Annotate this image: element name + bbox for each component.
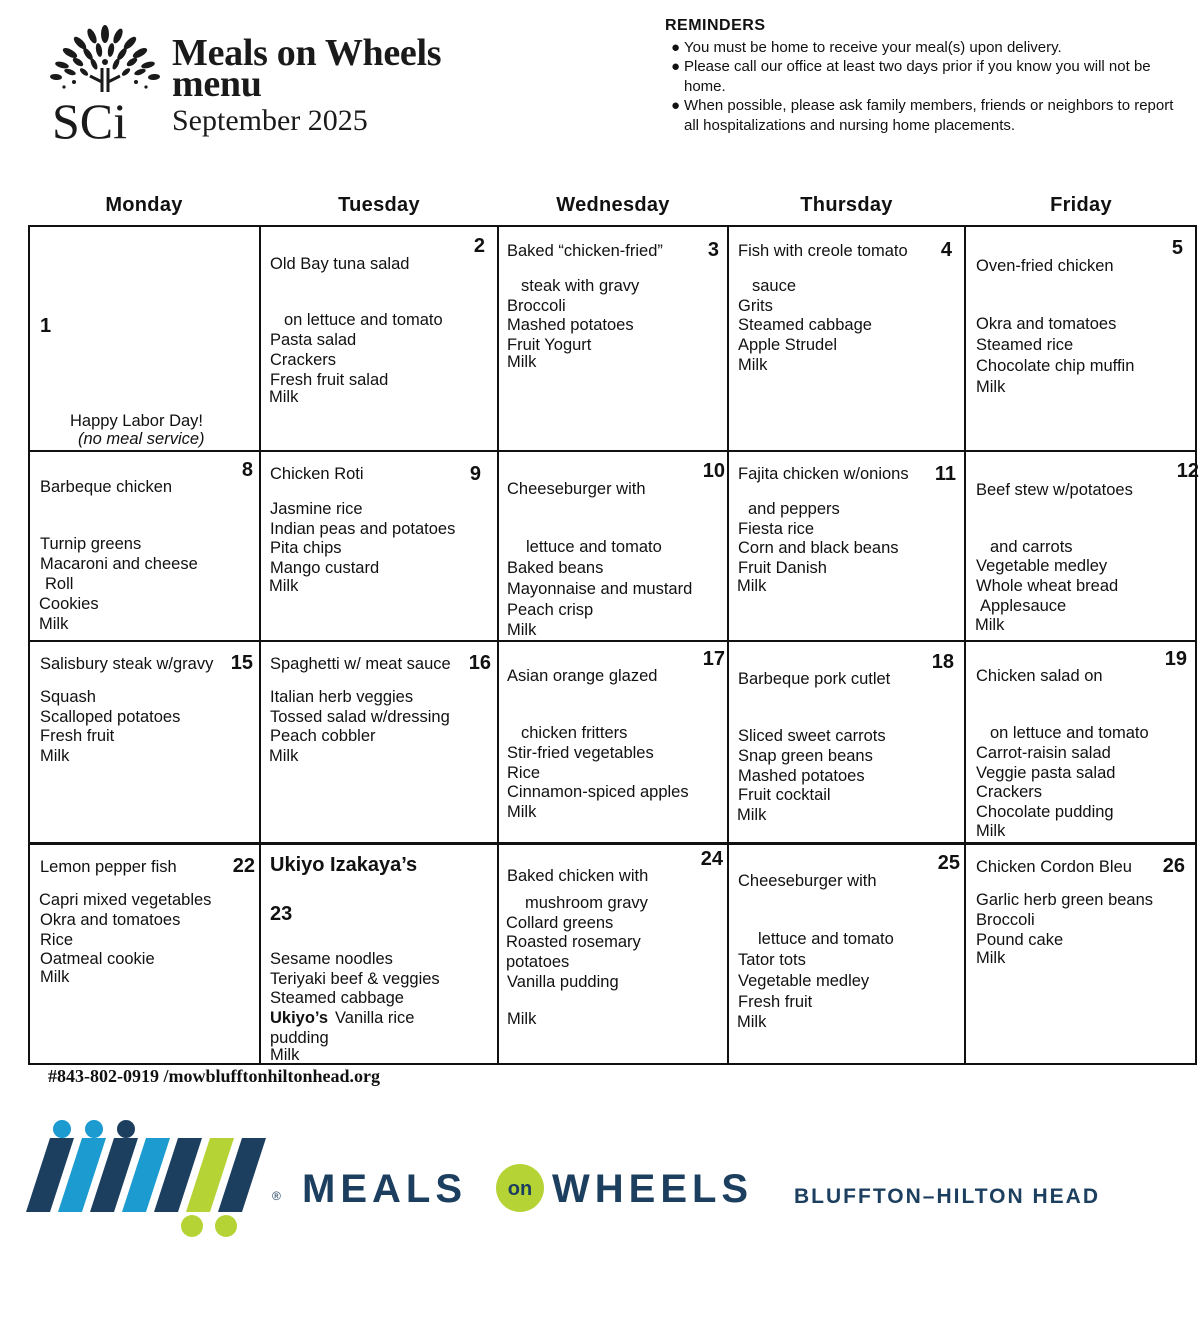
menu-item: Milk (976, 822, 1006, 840)
day-number: 1 (40, 315, 52, 337)
menu-item: Milk (269, 388, 299, 406)
day-cell-18 (729, 642, 964, 842)
menu-item: Sesame noodles (270, 950, 393, 968)
menu-item: and peppers (748, 500, 840, 518)
registered-mark: ® (272, 1189, 281, 1203)
menu-item: Cookies (39, 595, 99, 613)
menu-item: Vegetable medley (976, 557, 1108, 575)
logo-word-on: on (507, 1178, 533, 1200)
menu-item: Milk (40, 747, 70, 765)
day-cell-9 (261, 452, 497, 640)
menu-item: on lettuce and tomato (990, 724, 1149, 742)
brand-title-line2: menu (172, 63, 262, 105)
logo-word-meals: MEALS (302, 1167, 467, 1211)
menu-item: Chocolate chip muffin (976, 357, 1135, 375)
menu-item: Barbeque pork cutlet (738, 670, 891, 688)
weekday-monday: Monday (105, 194, 183, 216)
menu-item: Veggie pasta salad (976, 764, 1116, 782)
menu-item: Pasta salad (270, 331, 357, 349)
menu-item-restaurant: Ukiyo’s (270, 1009, 329, 1027)
menu-item: Cinnamon-spiced apples (507, 783, 689, 801)
menu-item: Mayonnaise and mustard (507, 580, 693, 598)
menu-item: Milk (507, 803, 537, 821)
reminders-list (665, 38, 1185, 136)
bullet-icon: ● (671, 58, 681, 75)
menu-item: Vegetable medley (738, 972, 870, 990)
day-number: 19 (1164, 648, 1187, 670)
menu-item: Broccoli (976, 911, 1035, 929)
menu-item: Whole wheat bread (976, 577, 1119, 595)
logo-word-wheels: WHEELS (552, 1167, 754, 1211)
day-number: 23 (270, 903, 293, 925)
menu-item: Baked beans (507, 559, 604, 577)
menu-item: Grits (738, 297, 773, 315)
sci-logo-text: SCi (52, 93, 128, 142)
menu-item: lettuce and tomato (758, 930, 894, 948)
menu-item: Baked chicken with (507, 867, 649, 885)
day-cell-1 (28, 225, 259, 450)
weekday-wednesday: Wednesday (556, 194, 670, 216)
bullet-icon: ● (671, 38, 681, 56)
contact-info: #843-802-0919 /mowblufftonhiltonhead.org (48, 1066, 381, 1086)
menu-item: Asian orange glazed (507, 667, 658, 685)
menu-item: Tossed salad w/dressing (270, 708, 450, 726)
menu-item: Vanilla rice (335, 1009, 415, 1027)
day-number: 5 (1171, 237, 1183, 259)
day-number: 11 (934, 463, 956, 485)
menu-item: Fiesta rice (738, 520, 815, 538)
menu-item: potatoes (506, 953, 570, 971)
day-cell-12 (966, 452, 1199, 640)
menu-item: sauce (752, 277, 797, 295)
day-cell-22 (28, 845, 259, 1063)
holiday-note-sub: (no meal service) (78, 430, 205, 448)
day-cell-24 (499, 845, 727, 1063)
reminder-item: ● Please call our office at least two days prior if you know you will not be home. (671, 58, 1151, 95)
day-number: 17 (702, 648, 725, 670)
day-cell-23 (261, 845, 497, 1063)
weekday-header-row (28, 194, 1197, 224)
holiday-note: Happy Labor Day! (70, 412, 203, 430)
menu-item: Rice (507, 764, 541, 782)
menu-item: Milk (269, 577, 299, 595)
day-cell-5 (966, 225, 1195, 450)
menu-item: Cheeseburger with (507, 480, 646, 498)
menu-item: Spaghetti w/ meat sauce (270, 655, 451, 673)
menu-item: Milk (738, 356, 768, 374)
menu-item: Oven-fried chicken (976, 257, 1114, 275)
menu-item: Salisbury steak w/gravy (40, 655, 214, 673)
menu-item: steak with gravy (521, 277, 640, 295)
menu-item: Steamed rice (976, 336, 1074, 354)
day-number: 12 (1176, 460, 1199, 482)
menu-item: chicken fritters (521, 724, 628, 742)
menu-item: Macaroni and cheese (40, 555, 198, 573)
menu-item: Milk (507, 353, 537, 371)
menu-item: Fajita chicken w/onions (738, 465, 909, 483)
menu-item: Milk (507, 621, 537, 639)
menu-item: Fruit cocktail (738, 786, 831, 804)
menu-item: Steamed cabbage (738, 316, 872, 334)
menu-item: Okra and tomatoes (976, 315, 1117, 333)
day-number: 9 (469, 463, 481, 485)
menu-item: Mango custard (270, 559, 380, 577)
menu-item: Snap green beans (738, 747, 873, 765)
day-cell-3 (499, 225, 727, 450)
day-number: 26 (1162, 855, 1185, 877)
restaurant-title: Ukiyo Izakaya’s (270, 854, 418, 876)
menu-item: Indian peas and potatoes (270, 520, 456, 538)
menu-item: Crackers (976, 783, 1043, 801)
menu-item: Peach cobbler (270, 727, 376, 745)
brand-title-line1: Meals on Wheels (172, 32, 442, 74)
menu-item: Teriyaki beef & veggies (270, 970, 440, 988)
menu-item: Beef stew w/potatoes (976, 481, 1133, 499)
menu-item: Capri mixed vegetables (39, 891, 212, 909)
menu-item: Chocolate pudding (976, 803, 1114, 821)
menu-item: Vanilla pudding (507, 973, 619, 991)
day-cell-25 (729, 845, 964, 1063)
menu-item: Applesauce (980, 597, 1067, 615)
menu-item: Fruit Danish (738, 559, 827, 577)
menu-item: Italian herb veggies (270, 688, 414, 706)
day-cell-16 (261, 642, 497, 842)
menu-item: Cheeseburger with (738, 872, 877, 890)
menu-item: Carrot-raisin salad (976, 744, 1111, 762)
day-cell-11 (729, 452, 964, 640)
day-number: 16 (468, 652, 491, 674)
reminders-title: REMINDERS (665, 17, 766, 34)
weekday-thursday: Thursday (800, 194, 893, 216)
menu-item: Scalloped potatoes (40, 708, 181, 726)
menu-item: Milk (737, 806, 767, 824)
day-number: 10 (702, 460, 725, 482)
day-number: 8 (241, 459, 253, 481)
menu-item: Collard greens (506, 914, 614, 932)
menu-item: Fresh fruit (40, 727, 115, 745)
menu-item: Garlic herb green beans (976, 891, 1154, 909)
menu-item: Crackers (270, 351, 337, 369)
menu-item: Barbeque chicken (40, 478, 173, 496)
menu-item: Rice (40, 931, 74, 949)
menu-item: mushroom gravy (525, 894, 648, 912)
menu-item: Chicken Roti (270, 465, 364, 483)
day-number: 4 (940, 239, 952, 261)
menu-item: Stir-fried vegetables (507, 744, 654, 762)
menu-item: Mashed potatoes (738, 767, 865, 785)
menu-item: Tator tots (738, 951, 806, 969)
menu-item: Baked “chicken-fried” (507, 242, 663, 260)
day-cell-15 (28, 642, 259, 842)
day-cell-10 (499, 452, 727, 640)
menu-item: Pita chips (270, 539, 342, 557)
menu-item: Okra and tomatoes (40, 911, 181, 929)
menu-item: Roll (45, 575, 74, 593)
menu-item: Chicken Cordon Bleu (976, 858, 1132, 876)
day-number: 18 (931, 651, 954, 673)
bullet-icon: ● (671, 97, 681, 114)
tree-leaves-icon (50, 25, 160, 89)
menu-item: Old Bay tuna salad (270, 255, 410, 273)
sci-tree-logo (44, 22, 166, 142)
day-number: 15 (230, 652, 253, 674)
meals-on-wheels-logo (20, 1120, 1150, 1240)
menu-item: Oatmeal cookie (40, 950, 155, 968)
brand-title (172, 32, 442, 105)
day-cell-4 (729, 225, 964, 450)
reminder-item: ● When possible, please ask family members, friends or neighbors to report all hospitalizations and nursing home placements. (671, 97, 1174, 134)
day-number: 24 (700, 848, 723, 870)
mow-mark-icon (26, 1120, 266, 1237)
menu-item: Jasmine rice (270, 500, 363, 518)
menu-item: on lettuce and tomato (284, 311, 443, 329)
menu-item: Milk (975, 616, 1005, 634)
day-number: 3 (707, 239, 719, 261)
menu-item: Milk (976, 949, 1006, 967)
menu-item: Apple Strudel (738, 336, 838, 354)
menu-item: Fruit Yogurt (507, 336, 592, 354)
tree-trunk-icon (90, 68, 120, 92)
menu-item: Mashed potatoes (507, 316, 634, 334)
menu-item: Milk (976, 378, 1006, 396)
day-cell-8 (28, 452, 259, 640)
day-cell-2 (261, 225, 497, 450)
menu-item: Broccoli (507, 297, 566, 315)
menu-item: Lemon pepper fish (40, 858, 177, 876)
menu-item: Milk (737, 577, 767, 595)
menu-item: Roasted rosemary (506, 933, 641, 951)
menu-item: Fresh fruit salad (270, 371, 389, 389)
menu-item: Peach crisp (507, 601, 594, 619)
menu-calendar-grid (28, 225, 1197, 1065)
menu-item: Fresh fruit (738, 993, 813, 1011)
day-number: 2 (473, 235, 485, 257)
menu-item: Milk (737, 1013, 767, 1031)
reminder-item: ● You must be home to receive your meal(s) upon delivery. (671, 38, 1062, 56)
day-cell-17 (499, 642, 727, 842)
menu-item: and carrots (990, 538, 1073, 556)
reminders-panel (665, 16, 1185, 135)
menu-item: Milk (269, 747, 299, 765)
day-cell-19 (966, 642, 1195, 842)
menu-item: lettuce and tomato (526, 538, 662, 556)
menu-item: Squash (40, 688, 96, 706)
weekday-friday: Friday (1050, 194, 1112, 216)
menu-item: Milk (39, 615, 69, 633)
menu-item: Milk (40, 968, 70, 986)
day-number: 25 (937, 852, 960, 874)
menu-item: Milk (507, 1010, 537, 1028)
menu-item: Corn and black beans (738, 539, 899, 557)
menu-item: Pound cake (976, 931, 1064, 949)
menu-item: Milk (270, 1046, 300, 1064)
day-cell-26 (966, 845, 1195, 1063)
menu-item: Chicken salad on (976, 667, 1103, 685)
menu-month: September 2025 (172, 104, 368, 137)
menu-item: Turnip greens (40, 535, 142, 553)
menu-item: Sliced sweet carrots (738, 727, 886, 745)
logo-region: BLUFFTON–HILTON HEAD (794, 1185, 1100, 1208)
menu-item: pudding (270, 1029, 329, 1047)
day-number: 22 (232, 855, 255, 877)
menu-item: Fish with creole tomato (738, 242, 908, 260)
weekday-tuesday: Tuesday (338, 194, 420, 216)
menu-item: Steamed cabbage (270, 989, 404, 1007)
